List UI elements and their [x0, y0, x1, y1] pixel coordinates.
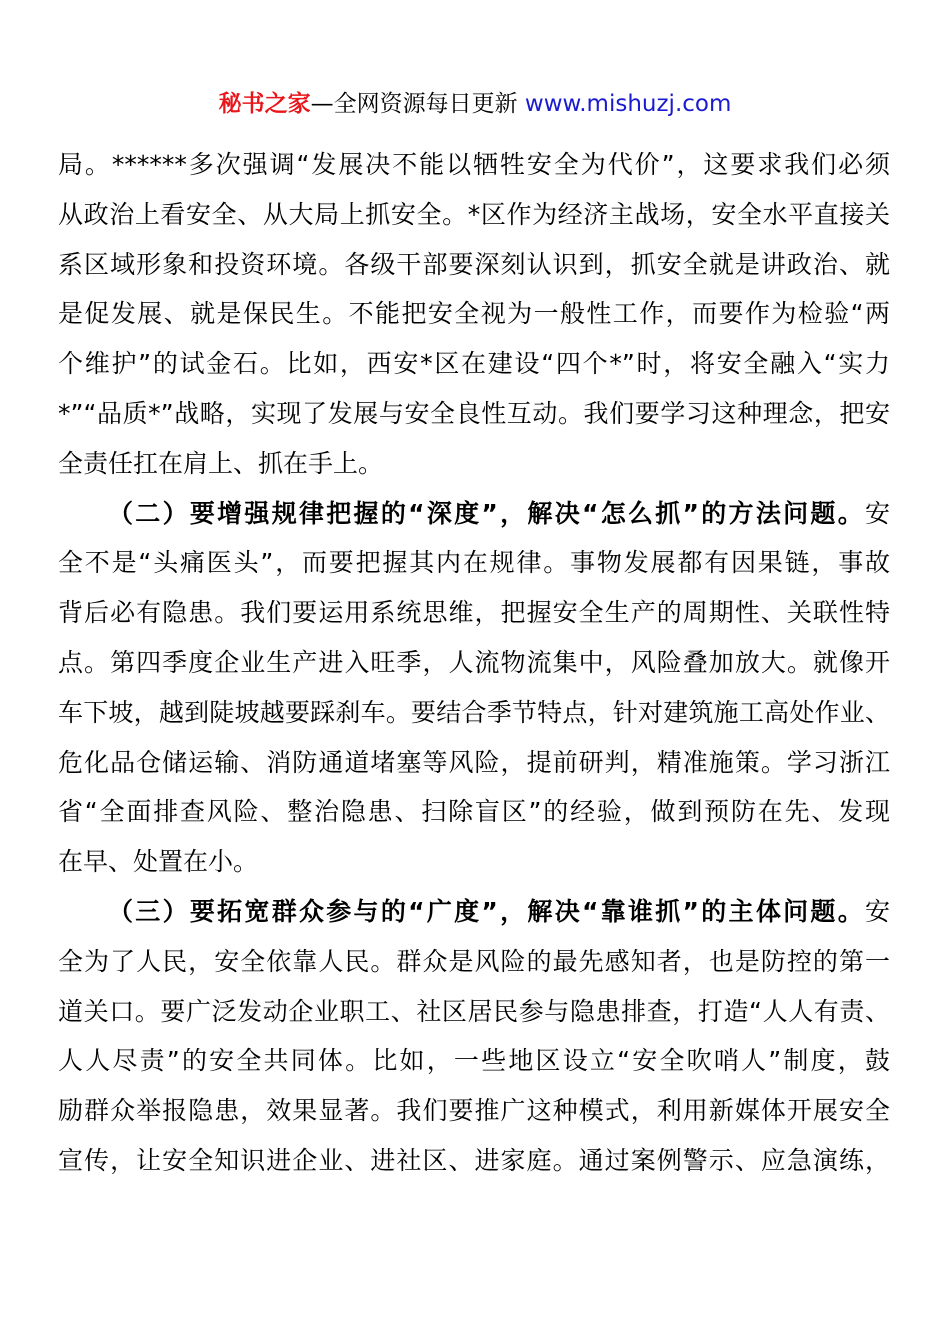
- text-line: 全责任扛在肩上、抓在手上。: [58, 448, 384, 478]
- section-heading: （三）要拓宽群众参与的“广度”，解决“靠谁抓”的主体问题。: [108, 896, 865, 926]
- text-line: 从政治上看安全、从大局上抓安全。*区作为经济主战场，安全水平直接关: [58, 199, 890, 229]
- paragraph-2: [58, 489, 890, 887]
- website-link[interactable]: www.mishuzj.com: [524, 91, 732, 117]
- text-fragment: 安: [864, 498, 890, 528]
- text-line: 全为了人民，安全依靠人民。群众是风险的最先感知者，也是防控的第一: [58, 946, 890, 976]
- text-fragment: 安: [864, 896, 890, 926]
- text-line: 省“全面排查风险、整治隐患、扫除盲区”的经验，做到预防在先、发现: [58, 797, 890, 827]
- text-line: 人人尽责”的安全共同体。比如，一些地区设立“安全吹哨人”制度，鼓: [58, 1046, 890, 1076]
- text-line: 系区域形象和投资环境。各级干部要深刻认识到，抓安全就是讲政治、就: [58, 249, 890, 279]
- page-header: [0, 86, 950, 122]
- section-heading: （二）要增强规律把握的“深度”，解决“怎么抓”的方法问题。: [108, 498, 865, 528]
- section-heading-line: [58, 489, 890, 539]
- section-heading-line: [58, 887, 890, 937]
- brand-name: 秘书之家: [218, 91, 311, 117]
- text-line: 局。******多次强调“发展决不能以牺牲安全为代价”，这要求我们必须: [58, 150, 890, 179]
- text-line: 点。第四季度企业生产进入旺季，人流物流集中，风险叠加放大。就像开: [58, 647, 890, 677]
- text-line: 励群众举报隐患，效果显著。我们要推广这种模式，利用新媒体开展安全: [58, 1096, 890, 1126]
- text-line: *”“品质*”战略，实现了发展与安全良性互动。我们要学习这种理念，把安: [58, 398, 890, 428]
- paragraph-1: [58, 140, 890, 489]
- text-line: 车下坡，越到陡坡越要踩刹车。要结合季节特点，针对建筑施工高处作业、: [58, 697, 890, 727]
- text-line: 在早、处置在小。: [58, 847, 259, 877]
- text-line: 全不是“头痛医头”，而要把握其内在规律。事物发展都有因果链，事故: [58, 548, 890, 578]
- header-tagline: —全网资源每日更新: [310, 91, 525, 117]
- paragraph-3: [58, 887, 890, 1186]
- text-line: 个维护”的试金石。比如，西安*区在建设“四个*”时，将安全融入“实力: [58, 349, 890, 379]
- text-line: 宣传，让安全知识进企业、进社区、进家庭。通过案例警示、应急演练，: [58, 1145, 890, 1175]
- text-line: 背后必有隐患。我们要运用系统思维，把握安全生产的周期性、关联性特: [58, 598, 890, 628]
- text-line: 是促发展、就是保民生。不能把安全视为一般性工作，而要作为检验“两: [58, 299, 890, 329]
- document-body: [58, 140, 890, 1186]
- text-line: 危化品仓储运输、消防通道堵塞等风险，提前研判，精准施策。学习浙江: [58, 747, 890, 777]
- text-line: 道关口。要广泛发动企业职工、社区居民参与隐患排查，打造“人人有责、: [58, 996, 890, 1026]
